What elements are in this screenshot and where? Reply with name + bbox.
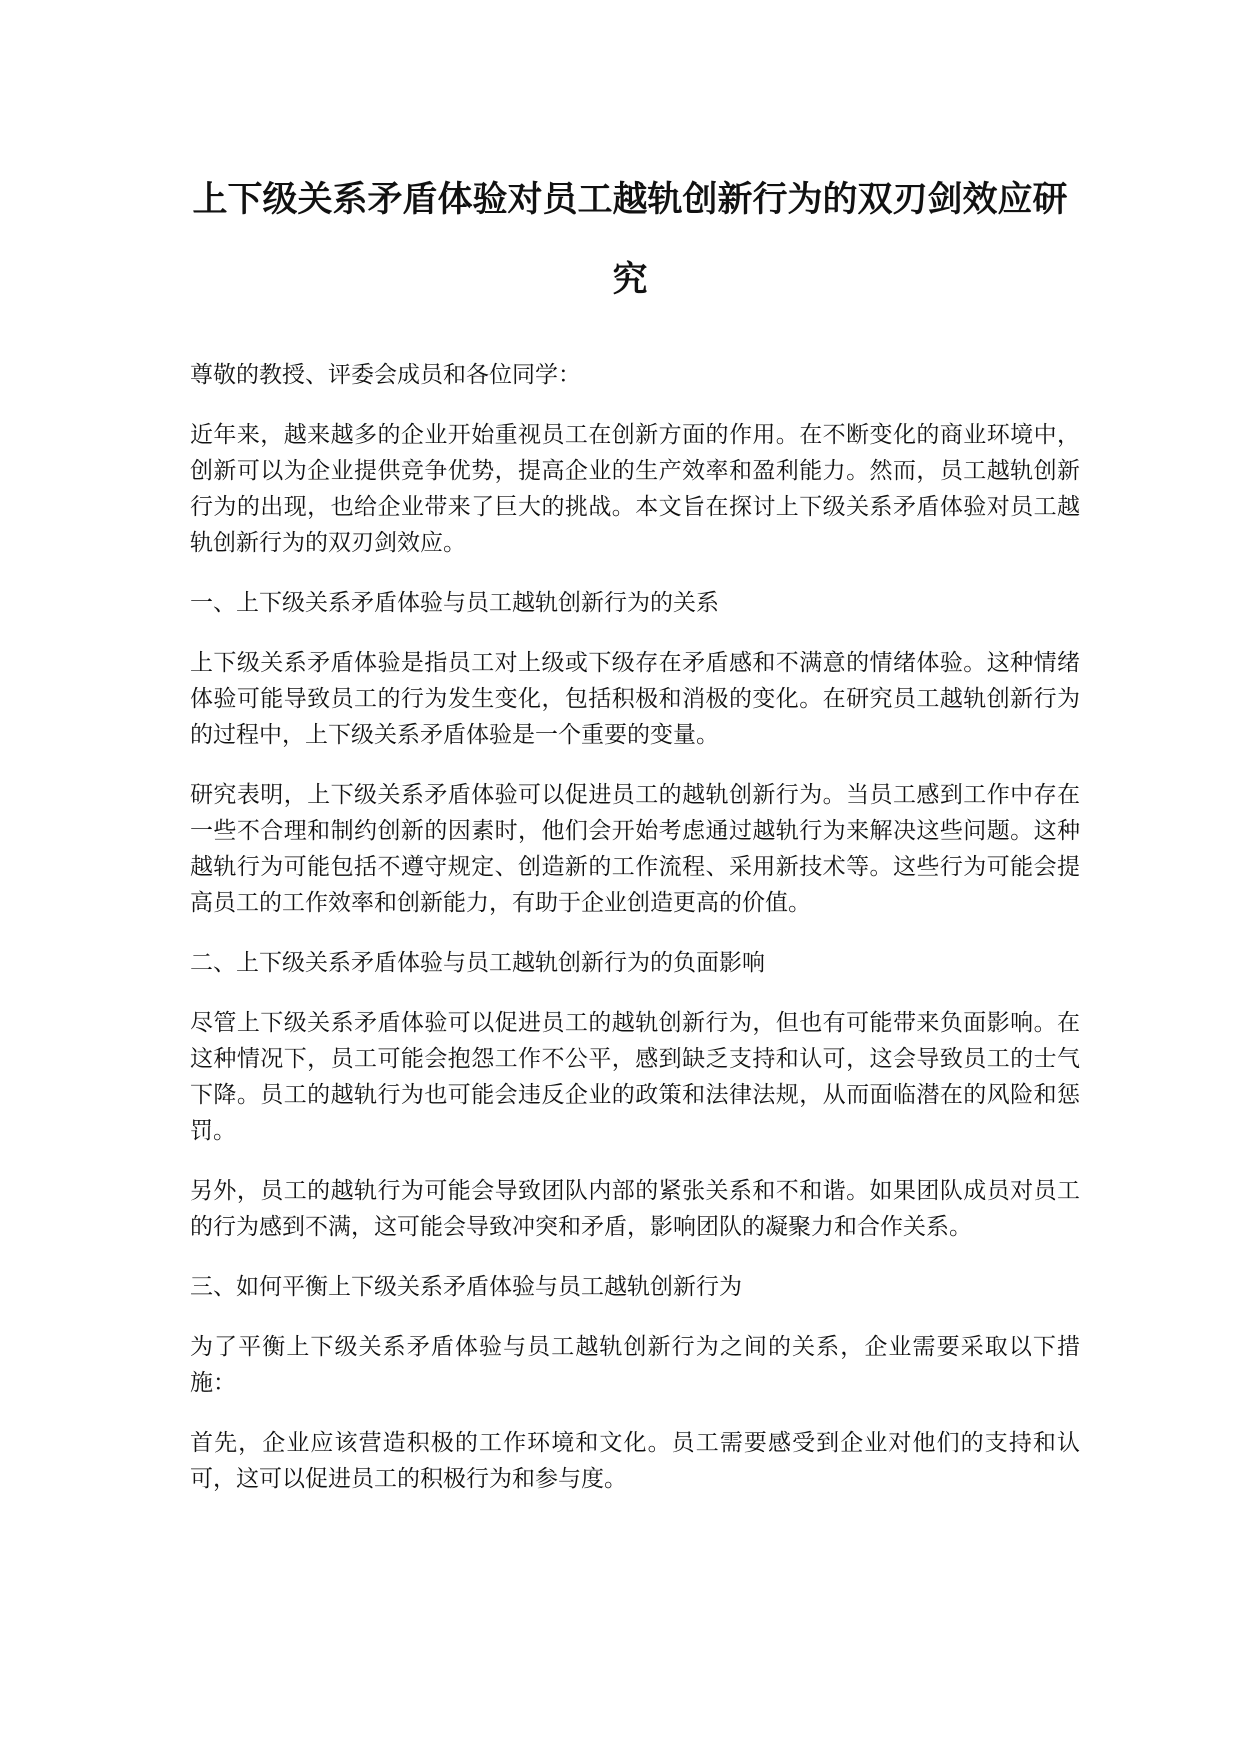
body-paragraph: 首先，企业应该营造积极的工作环境和文化。员工需要感受到企业对他们的支持和认可，这可以促进员工的积极行为和参与度。 xyxy=(190,1430,1080,1492)
body-paragraph: 上下级关系矛盾体验是指员工对上级或下级存在矛盾感和不满意的情绪体验。这种情绪体验可能导致员工的行为发生变化，包括积极和消极的变化。在研究员工越轨创新行为的过程中，上下级关系矛盾体验是一个重要的变量。 xyxy=(190,650,1080,748)
document-body xyxy=(190,357,1080,1521)
section-heading-3: 三、如何平衡上下级关系矛盾体验与员工越轨创新行为 xyxy=(190,1274,742,1300)
section-heading-1: 一、上下级关系矛盾体验与员工越轨创新行为的关系 xyxy=(190,590,719,616)
intro-paragraph: 近年来，越来越多的企业开始重视员工在创新方面的作用。在不断变化的商业环境中，创新可以为企业提供竞争优势，提高企业的生产效率和盈利能力。然而，员工越轨创新行为的出现，也给企业带来了巨大的挑战。本文旨在探讨上下级关系矛盾体验对员工越轨创新行为的双刃剑效应。 xyxy=(190,422,1080,556)
body-paragraph: 另外，员工的越轨行为可能会导致团队内部的紧张关系和不和谐。如果团队成员对员工的行为感到不满，这可能会导致冲突和矛盾，影响团队的凝聚力和合作关系。 xyxy=(190,1178,1080,1240)
body-paragraph: 研究表明，上下级关系矛盾体验可以促进员工的越轨创新行为。当员工感到工作中存在一些不合理和制约创新的因素时，他们会开始考虑通过越轨行为来解决这些问题。这种越轨行为可能包括不遵守规定、创造新的工作流程、采用新技术等。这些行为可能会提高员工的工作效率和创新能力，有助于企业创造更高的价值。 xyxy=(190,782,1080,916)
body-paragraph: 尽管上下级关系矛盾体验可以促进员工的越轨创新行为，但也有可能带来负面影响。在这种情况下，员工可能会抱怨工作不公平，感到缺乏支持和认可，这会导致员工的士气下降。员工的越轨行为也可能会违反企业的政策和法律法规，从而面临潜在的风险和惩罚。 xyxy=(190,1010,1080,1144)
body-paragraph: 为了平衡上下级关系矛盾体验与员工越轨创新行为之间的关系，企业需要采取以下措施： xyxy=(190,1334,1080,1396)
page-title: 上下级关系矛盾体验对员工越轨创新行为的双刃剑效应研究 xyxy=(192,180,1068,300)
section-heading-2: 二、上下级关系矛盾体验与员工越轨创新行为的负面影响 xyxy=(190,950,765,976)
greeting-paragraph: 尊敬的教授、评委会成员和各位同学： xyxy=(190,362,581,388)
